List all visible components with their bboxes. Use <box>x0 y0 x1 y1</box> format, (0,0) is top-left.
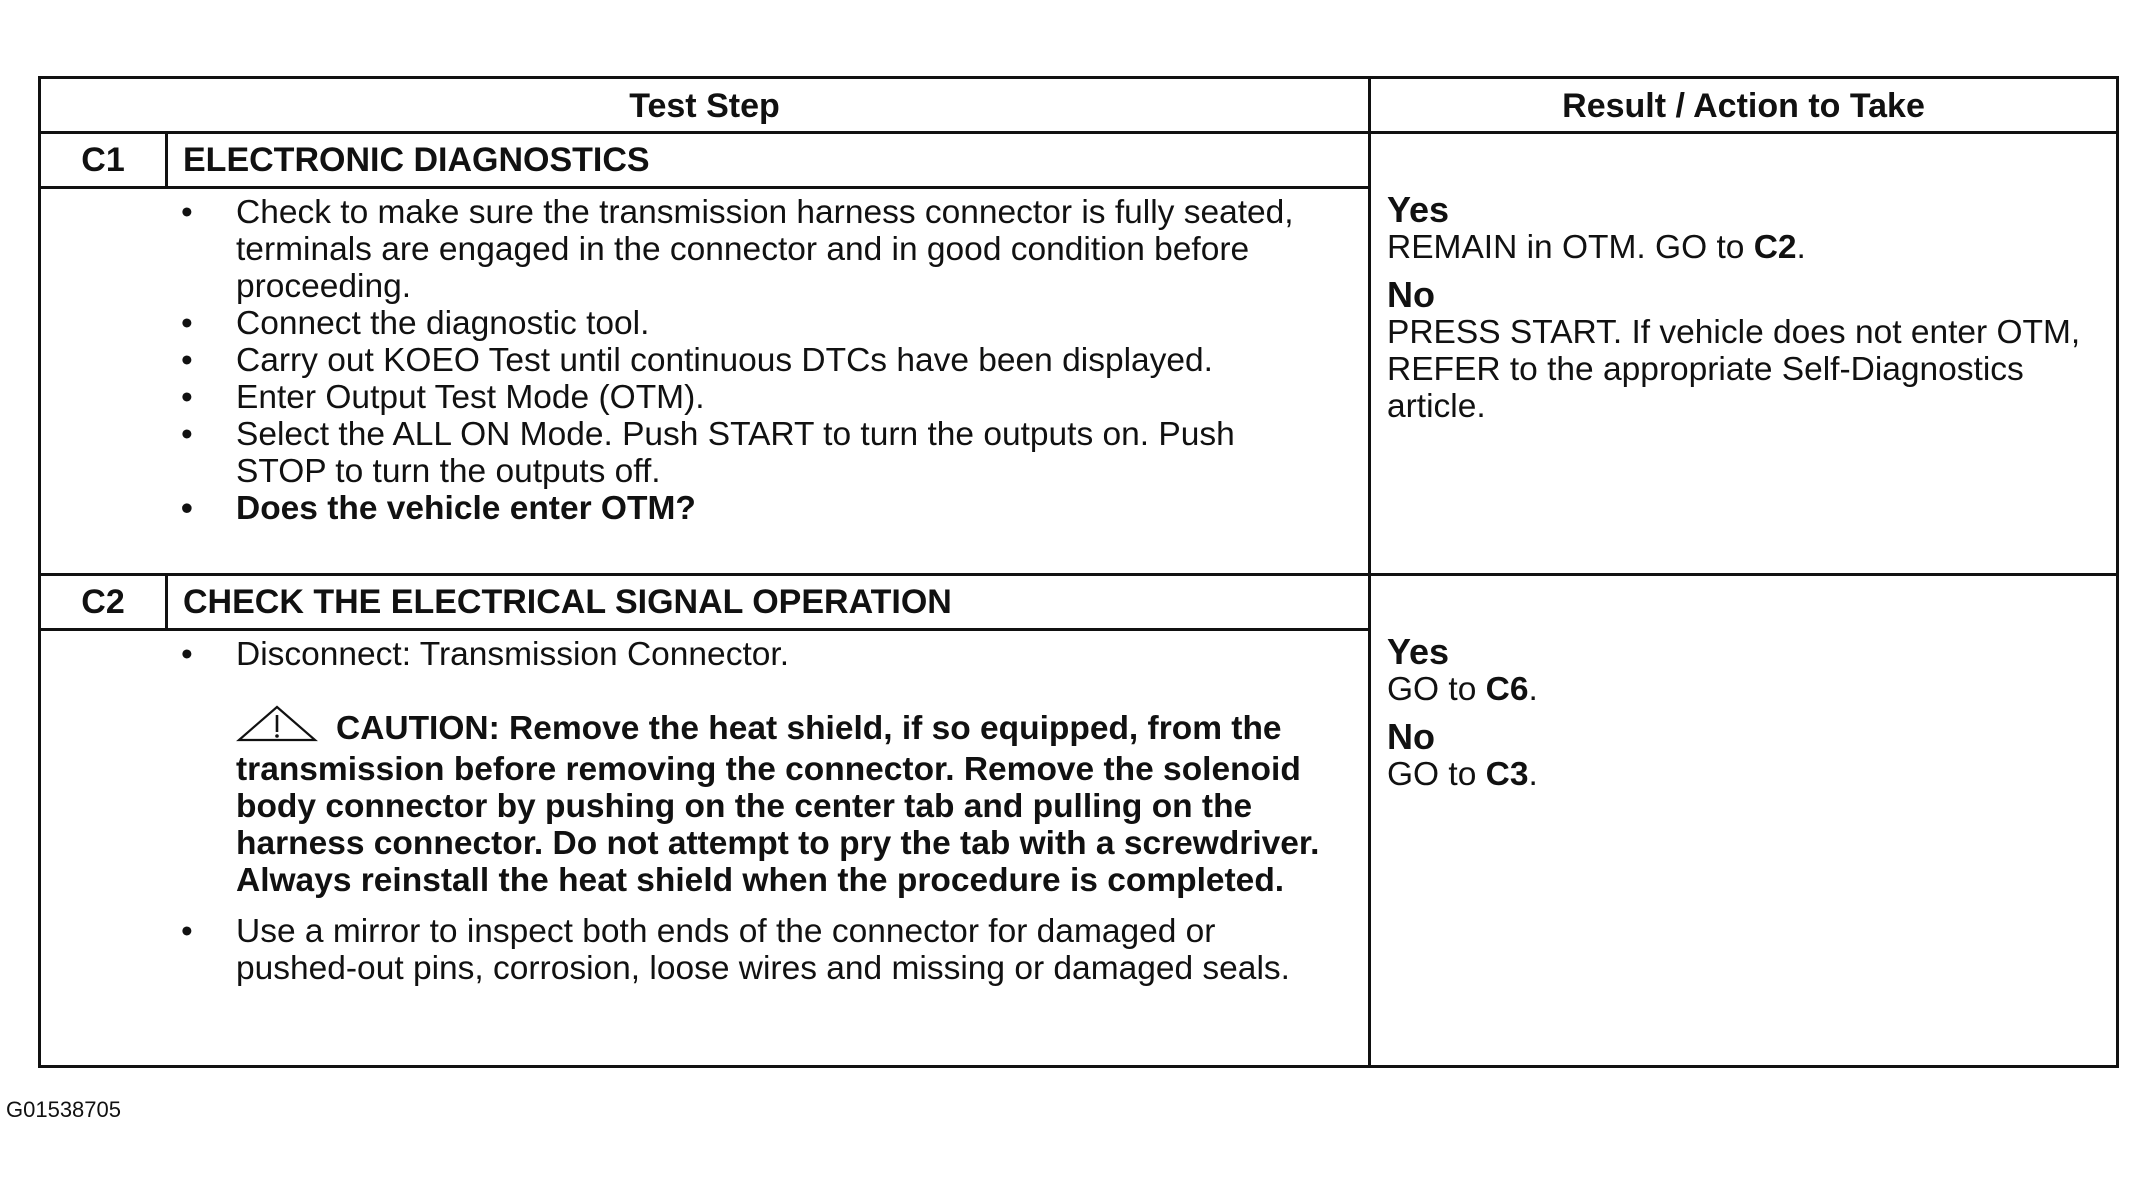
row-divider <box>41 573 2116 576</box>
yes-label: Yes <box>1387 189 1450 230</box>
step-list-c1 <box>177 194 1327 527</box>
code-divider-c1 <box>165 134 168 186</box>
yes-label: Yes <box>1387 631 1450 672</box>
step-title-c1: ELECTRONIC DIAGNOSTICS <box>183 141 650 179</box>
c1-title-rule <box>41 186 1368 189</box>
no-action: PRESS START. If vehicle does not enter OTM, REFER to the appropriate Self-Diagnostics article. <box>1387 314 2081 425</box>
header-result-action: Result / Action to Take <box>1562 87 1925 125</box>
list-item: • Carry out KOEO Test until continuous DTCs have been displayed. <box>177 342 1327 379</box>
yes-action: REMAIN in OTM. GO to C2. <box>1387 229 1806 266</box>
list-item: • Enter Output Test Mode (OTM). <box>177 379 1327 416</box>
caution-note: CAUTION: Remove the heat shield, if so equipped, from the transmission before removing the connector. Remove the solenoid body connector by pushing on the center tab and pulling on the harness connector. Do not attempt to pry the tab with a screwdriver. Always reinstall the heat shield when the procedure is completed. <box>236 705 1327 899</box>
header-test-step: Test Step <box>629 87 780 125</box>
code-divider-c2 <box>165 576 168 628</box>
warning-triangle-icon <box>236 705 318 751</box>
yes-action: GO to C6. <box>1387 671 1538 708</box>
no-label: No <box>1387 716 1435 757</box>
no-label: No <box>1387 274 1435 315</box>
result-c1 <box>1387 191 2097 425</box>
list-item: • Select the ALL ON Mode. Push START to turn the outputs on. Push STOP to turn the outputs off. <box>177 416 1327 490</box>
step-ref: C2 <box>1753 229 1797 266</box>
step-code-c2: C2 <box>81 583 125 621</box>
list-item: • Use a mirror to inspect both ends of the connector for damaged or pushed-out pins, corrosion, loose wires and missing or damaged seals. <box>177 913 1327 987</box>
step-ref: C6 <box>1485 671 1529 708</box>
list-item-question: • Does the vehicle enter OTM? <box>177 490 1327 527</box>
no-action: GO to C3. <box>1387 756 1538 793</box>
list-item: • Connect the diagnostic tool. <box>177 305 1327 342</box>
step-list-c2 <box>177 636 1327 987</box>
figure-id: G01538705 <box>6 1097 121 1122</box>
header-rule <box>41 131 2116 134</box>
diagnostic-table <box>38 76 2119 1068</box>
step-code-c1: C1 <box>81 141 125 179</box>
column-divider <box>1368 79 1371 1065</box>
result-c2 <box>1387 633 2097 793</box>
list-item: • Check to make sure the transmission harness connector is fully seated, terminals are engaged in the connector and in good condition before proceeding. <box>177 194 1327 305</box>
step-title-c2: CHECK THE ELECTRICAL SIGNAL OPERATION <box>183 583 952 621</box>
step-ref: C3 <box>1485 756 1529 793</box>
c2-title-rule <box>41 628 1368 631</box>
list-item: • Disconnect: Transmission Connector. CAUTION: Remove the heat shield, if so equipped, from the transmission before removing the connector. Remove the solenoid body connector by pushing on the center tab and pulling on the harness connector. Do not attempt to pry the tab with a screwdriver. Always reinstall the heat shield when the procedure is completed. <box>177 636 1327 899</box>
